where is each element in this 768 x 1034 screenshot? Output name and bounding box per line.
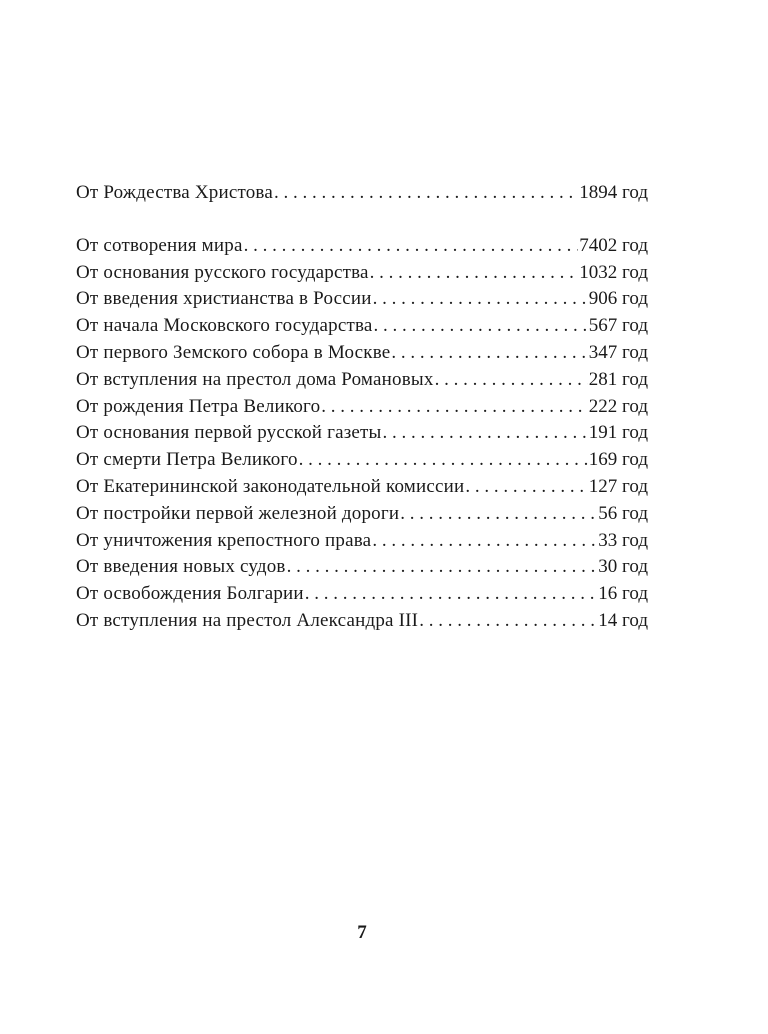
- dot-leader: [374, 313, 588, 340]
- entry-label: От вступления на престол дома Романовых: [76, 368, 434, 390]
- list-item: [76, 528, 648, 555]
- list-item: [76, 233, 648, 260]
- entry-value: 127 год: [588, 475, 648, 497]
- dot-leader: [373, 286, 588, 313]
- entry-label: От сотворения мира: [76, 234, 243, 256]
- entry-value: 33 год: [598, 529, 648, 551]
- list-item: [76, 180, 648, 207]
- page-number: 7: [357, 922, 367, 943]
- entry-value: 7402 год: [579, 234, 648, 256]
- dot-leader: [400, 501, 597, 528]
- dot-leader: [370, 260, 579, 287]
- list-item: [76, 581, 648, 608]
- dot-leader: [299, 447, 588, 474]
- entry-label: От Рождества Христова: [76, 182, 273, 203]
- entry-label: От освобождения Болгарии: [76, 583, 304, 605]
- chronology-list: [76, 180, 648, 635]
- list-item: [76, 260, 648, 287]
- entry-label: От начала Московского государства: [76, 315, 373, 337]
- entry-value: 347 год: [588, 341, 648, 363]
- list-item: [76, 340, 648, 367]
- dot-leader: [244, 233, 579, 260]
- dot-leader: [372, 528, 597, 555]
- list-item: [76, 313, 648, 340]
- entry-label: От введения христианства в России: [76, 288, 372, 310]
- list-item: [76, 608, 648, 635]
- entry-label: От основания русского государства: [76, 261, 369, 283]
- entry-label: От вступления на престол Александра III: [76, 609, 419, 631]
- dot-leader: [383, 420, 588, 447]
- entry-value: 14 год: [598, 609, 648, 631]
- dot-leader: [287, 554, 598, 581]
- list-item: [76, 420, 648, 447]
- entry-value: 16 год: [598, 583, 648, 605]
- entry-value: 30 год: [598, 556, 648, 578]
- entry-label: От Екатерининской законодательной комиссии: [76, 475, 465, 497]
- dot-leader: [274, 180, 578, 207]
- entry-value: 56 год: [598, 502, 648, 524]
- entry-label: От уничтожения крепостного права: [76, 529, 372, 551]
- entry-label: От постройки первой железной дороги: [76, 502, 400, 524]
- dot-leader: [419, 608, 597, 635]
- entry-value: 1894 год: [579, 182, 648, 203]
- list-item: [76, 367, 648, 394]
- entry-value: 1032 год: [579, 261, 648, 283]
- list-item: [76, 447, 648, 474]
- entry-label: От первого Земского собора в Москве: [76, 341, 391, 363]
- list-item: [76, 394, 648, 421]
- entry-label: От введения новых судов: [76, 556, 286, 578]
- list-item: [76, 286, 648, 313]
- list-item: [76, 554, 648, 581]
- dot-leader: [435, 367, 588, 394]
- dot-leader: [305, 581, 598, 608]
- list-item: [76, 474, 648, 501]
- dot-leader: [465, 474, 587, 501]
- entry-label: От рождения Петра Великого: [76, 395, 321, 417]
- entry-value: 281 год: [588, 368, 648, 390]
- entry-value: 222 год: [588, 395, 648, 417]
- list-item: [76, 501, 648, 528]
- entry-label: От смерти Петра Великого: [76, 449, 298, 471]
- entry-value: 191 год: [588, 422, 648, 444]
- entry-value: 567 год: [588, 315, 648, 337]
- dot-leader: [391, 340, 587, 367]
- entry-value: 906 год: [588, 288, 648, 310]
- dot-leader: [321, 394, 588, 421]
- entry-label: От основания первой русской газеты: [76, 422, 382, 444]
- entry-value: 169 год: [588, 449, 648, 471]
